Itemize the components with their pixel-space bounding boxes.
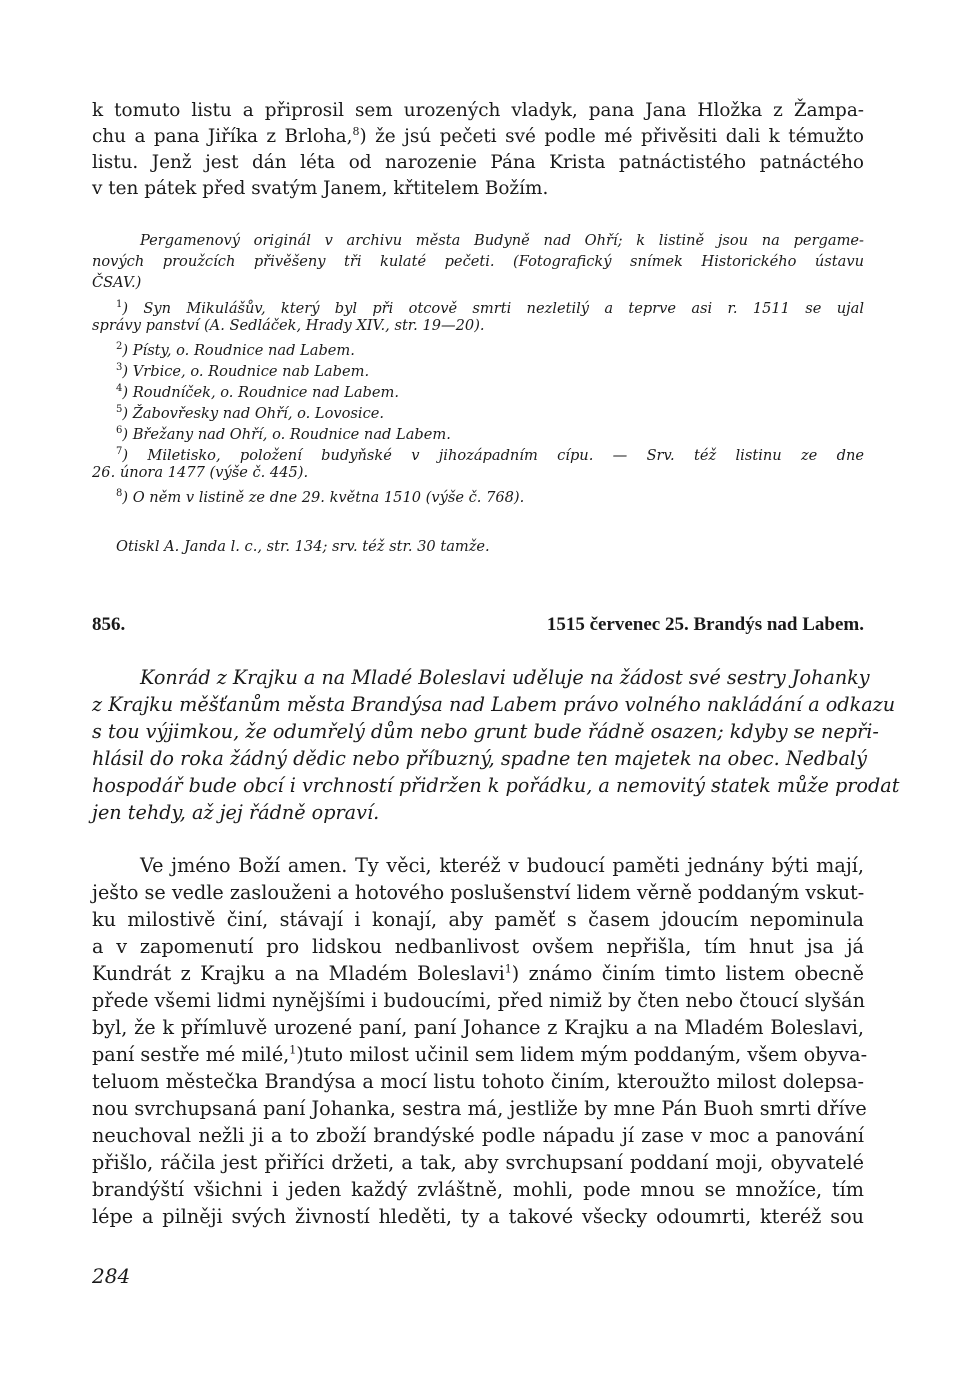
intro-paragraph (92, 98, 864, 208)
main-line: byl, že k přímluvě urozené paní, paní Johance z Krajku a na Mladém Boleslavi, (92, 1016, 864, 1039)
main-text (92, 852, 868, 1242)
main-line: přišlo, ráčila jest přiříci držeti, a tak, aby svrchupsaní poddaní moji, obyvatelé (92, 1151, 864, 1174)
regest (92, 664, 900, 834)
main-line: Ve jméno Boží amen. Ty věci, kteréž v budoucí paměti jednány býti mají, (140, 854, 864, 877)
footnote-item: $^8$) O něm v listině ze dne 29. května 1510 (výše č. 768). (116, 488, 525, 506)
footnote-ref: 8 (352, 124, 360, 138)
main-line: lépe a pilněji svých živností hleděti, ty a takové všecky odoumrti, kteréž sou (92, 1205, 864, 1228)
main-line: ješto se vedle zaslouženi a hotového poslušenství lidem věrně poddaným vskut- (92, 881, 865, 904)
print-note (92, 536, 864, 560)
main-line: nou svrchupsaná paní Johanka, sestra má, jestliže by mne Pán Buoh smrti dříve (92, 1097, 867, 1120)
footnote-item: $^5$) Žabovřesky nad Ohří, o. Lovosice. (116, 404, 385, 422)
footnotes (92, 294, 864, 534)
entry-date-place: 1515 červenec 25. Brandýs nad Labem. (546, 614, 864, 635)
regest-line: hospodář bude obcí i vrchností přidržen k pořádku, a nemovitý statek může prodat (92, 774, 900, 797)
footnote-item: $^7$) Miletisko, položení budyňské v jihozápadním cípu. — Srv. též listinu ze dne (116, 446, 864, 464)
footnote-ref: 1 (289, 1043, 297, 1057)
main-line: brandýští všichni i jeden každý zvláštně, mohli, pode mnou se množíce, tím (92, 1178, 864, 1201)
intro-line: k tomuto listu a připrosil sem urozených vladyk, pana Jana Hložka z Žampa- (92, 100, 864, 121)
regest-line: z Krajku měšťanům města Brandýsa nad Labem právo volného nakládání a odkazu (92, 693, 896, 716)
footnote-item: $^6$) Břežany nad Ohří, o. Roudnice nad Labem. (116, 425, 451, 443)
print-note-text: Otiskl A. Janda l. c., str. 134; srv. též str. 30 tamže. (116, 538, 490, 555)
regest-line: Konrád z Krajku a na Mladé Boleslavi uděluje na žádost své sestry Johanky (140, 666, 870, 689)
source-line: nových proužcích přivěšeny tři kulaté pečeti. (Fotografický snímek Historického ústavu (92, 253, 864, 270)
page-number: 284 (92, 1264, 131, 1288)
main-line: Kundrát z Krajku a na Mladém Boleslavi$^1$) známo činím timto listem obecně (92, 962, 864, 985)
main-line: přede všemi lidmi nynějšími i budoucími, před nimiž by čten nebo čtoucí slyšán (92, 989, 865, 1012)
footnote-item: $^1$) Syn Mikulášův, který byl při otcově smrti nezletilý a teprve asi r. 1511 se ujal (116, 299, 864, 317)
main-line: a v zapomenutí pro lidskou nedbanlivost ovšem nepřišla, tím hnut jsa já (92, 935, 864, 958)
main-line: teluom městečka Brandýsa a mocí listu tohoto činím, kteroužto milost dolepsa- (92, 1070, 864, 1093)
regest-line: hlásil do roka žádný dědic nebo příbuzný, spadne ten majetek na obec. Nedbalý (92, 747, 867, 770)
main-line: ku milostivě činí, stávají i konají, aby paměť s časem jdoucím nepominula (92, 908, 864, 931)
regest-line: s tou výjimkou, že odumřelý dům nebo grunt bude řádně osazen; kdyby se nepři- (92, 720, 879, 743)
footnote-item: 26. února 1477 (výše č. 445). (92, 464, 309, 481)
main-line: paní sestře mé milé,$^1$)tuto milost učinil sem lidem mým poddaným, všem obyva- (92, 1043, 868, 1066)
entry-number: 856. (92, 614, 126, 635)
source-line: ČSAV.) (92, 274, 142, 291)
source-description (92, 230, 864, 296)
footnote-item: $^2$) Písty, o. Roudnice nad Labem. (116, 341, 355, 359)
regest-line: jen tehdy, až jej řádně opraví. (92, 801, 380, 824)
footnote-item: $^4$) Roudníček, o. Roudnice nad Labem. (116, 383, 399, 401)
footnote-ref: 1 (504, 962, 512, 976)
footnote-item: správy panství (A. Sedláček, Hrady XIV., str. 19—20). (92, 317, 485, 334)
main-line: neuchoval nežli ji a to zboží brandýské podle nápadu jí zase v moc a panování (92, 1124, 864, 1147)
intro-line: v ten pátek před svatým Janem, křtitelem Božím. (92, 178, 549, 199)
source-line: Pergamenový originál v archivu města Budyně nad Ohří; k listině jsou na pergame- (140, 232, 864, 249)
intro-line: chu a pana Jiříka z Brloha,$^8$) že jsú pečeti své podle mé přivěsiti dali k témužto (92, 124, 864, 147)
intro-line: listu. Jenž jest dán léta od narozenie Pána Krista patnáctistého patnáctého (92, 152, 864, 173)
footnote-item: $^3$) Vrbice, o. Roudnice nab Labem. (116, 362, 370, 380)
entry-heading (92, 612, 864, 642)
